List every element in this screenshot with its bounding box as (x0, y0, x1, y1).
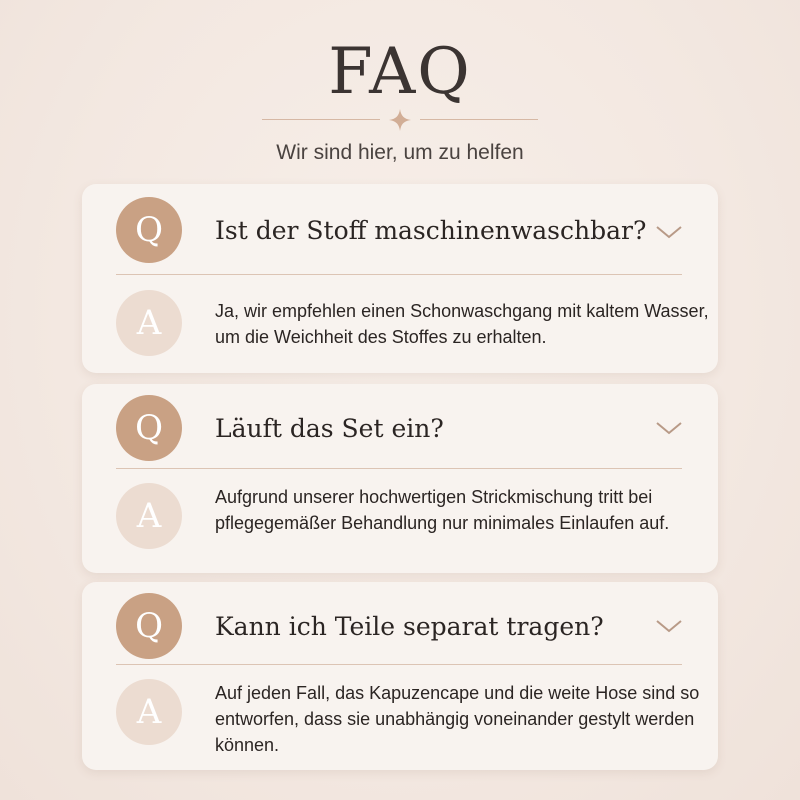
faq-item-3 (82, 582, 718, 770)
sparkle-icon (388, 108, 412, 132)
faq-question-2[interactable]: Läuft das Set ein? (215, 414, 444, 443)
answer-badge: A (116, 290, 182, 356)
title-divider (262, 108, 538, 132)
question-badge: Q (116, 593, 182, 659)
faq-answer-3: Auf jeden Fall, das Kapuzencape und die weite Hose sind so entworfen, dass sie unabhängig voneinander gestylt werden können. (215, 683, 700, 755)
chevron-down-icon[interactable] (654, 222, 684, 242)
divider-line-left (262, 119, 380, 120)
faq-separator (116, 664, 682, 665)
faq-separator (116, 468, 682, 469)
chevron-down-icon[interactable] (654, 418, 684, 438)
faq-separator (116, 274, 682, 275)
faq-answer-1: Ja, wir empfehlen einen Schonwaschgang mit kaltem Wasser, um die Weichheit des Stoffes zu erhalten. (215, 301, 709, 347)
faq-item-1 (82, 184, 718, 373)
faq-question-1[interactable]: Ist der Stoff maschinenwaschbar? (215, 216, 647, 245)
divider-line-right (420, 119, 538, 120)
answer-badge: A (116, 679, 182, 745)
answer-badge: A (116, 483, 182, 549)
faq-item-2 (82, 384, 718, 573)
question-badge: Q (116, 197, 182, 263)
faq-question-3[interactable]: Kann ich Teile separat tragen? (215, 612, 604, 641)
page-title: FAQ (328, 35, 472, 109)
chevron-down-icon[interactable] (654, 616, 684, 636)
page-subtitle: Wir sind hier, um zu helfen (276, 141, 524, 164)
question-badge: Q (116, 395, 182, 461)
faq-answer-2: Aufgrund unserer hochwertigen Strickmischung tritt bei pflegegemäßer Behandlung nur minimales Einlaufen auf. (215, 487, 670, 533)
